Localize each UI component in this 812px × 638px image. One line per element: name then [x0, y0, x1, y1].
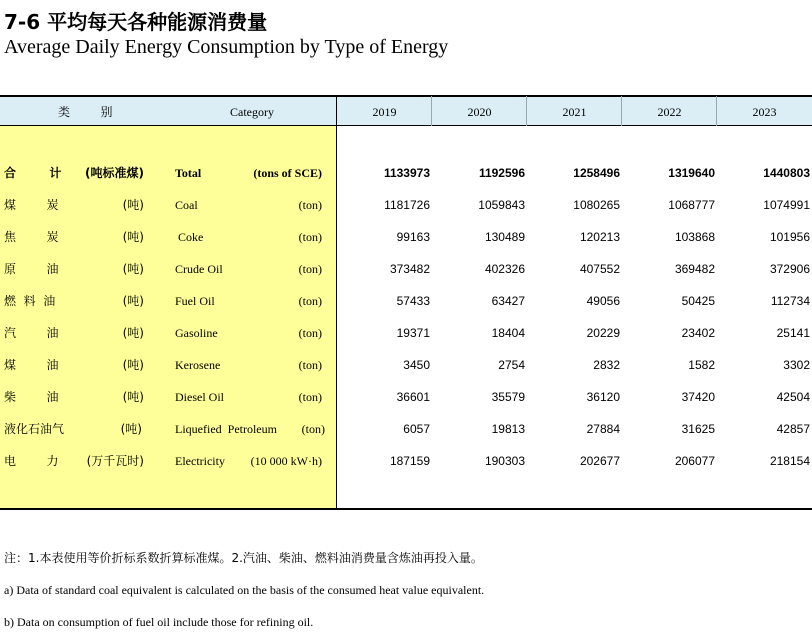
header-year: 2020 — [467, 105, 492, 119]
cell-value: 373482 — [389, 262, 430, 276]
note-a: a) Data of standard coal equivalent is calculated on the basis of the consumed heat value equivalent. — [4, 583, 485, 597]
cell-value: 101956 — [769, 230, 810, 244]
cell-value: 23402 — [681, 326, 715, 340]
row-unit-cn: (吨) — [122, 294, 144, 308]
cell-value: 18404 — [491, 326, 525, 340]
row-label-en: Coal — [175, 198, 198, 212]
page-title-en: Average Daily Energy Consumption by Type of Energy — [4, 36, 449, 58]
cell-value: 2832 — [593, 358, 620, 372]
table-row — [0, 291, 812, 311]
cell-value: 19813 — [491, 422, 525, 436]
table-row — [0, 355, 812, 375]
cell-value: 112734 — [770, 294, 810, 308]
cell-value: 1074991 — [763, 198, 810, 212]
cell-value: 1080265 — [573, 198, 620, 212]
row-label-en: Total — [175, 166, 202, 180]
cell-value: 99163 — [396, 230, 430, 244]
row-unit-en: (ton) — [298, 390, 322, 404]
header-top-rule — [0, 95, 812, 97]
row-label-cn: 液化石油气 — [4, 422, 65, 436]
cell-value: 50425 — [681, 294, 715, 308]
row-unit-en: (tons of SCE) — [253, 166, 322, 180]
cell-value: 27884 — [586, 422, 620, 436]
row-label-cn: 合 计 — [4, 166, 62, 180]
row-unit-cn: (吨) — [120, 422, 142, 436]
cell-value: 1582 — [688, 358, 715, 372]
table-row — [0, 451, 812, 471]
row-unit-cn: (吨) — [122, 390, 144, 404]
row-label-en: Diesel Oil — [175, 390, 224, 404]
cell-value: 49056 — [586, 294, 620, 308]
header-year: 2022 — [657, 105, 682, 119]
row-label-en: Fuel Oil — [175, 294, 215, 308]
cell-value: 190303 — [484, 454, 525, 468]
row-unit-en: (ton) — [298, 326, 322, 340]
cell-value: 372906 — [769, 262, 810, 276]
cell-value: 1133973 — [383, 166, 430, 180]
cell-value: 120213 — [579, 230, 620, 244]
row-unit-en: (ton) — [298, 358, 322, 372]
row-unit-en: (ton) — [298, 262, 322, 276]
cell-value: 2754 — [498, 358, 525, 372]
cell-value: 1440803 — [763, 166, 810, 180]
row-label-cn: 电 力 — [4, 454, 59, 468]
row-label-en: Crude Oil — [175, 262, 223, 276]
row-label-en: Kerosene — [175, 358, 221, 372]
table-row — [0, 259, 812, 279]
row-unit-cn: (吨) — [122, 326, 144, 340]
cell-value: 6057 — [403, 422, 430, 436]
header-band-category — [0, 96, 336, 126]
table-row — [0, 227, 812, 247]
row-unit-cn: (吨) — [122, 230, 144, 244]
row-label-cn: 煤 炭 — [4, 198, 59, 212]
cell-value: 407552 — [579, 262, 620, 276]
cell-value: 1258496 — [573, 166, 620, 180]
header-year: 2021 — [562, 105, 587, 119]
row-unit-cn: (吨) — [122, 262, 144, 276]
row-unit-cn: (吨) — [122, 198, 144, 212]
note-cn: 注：1.本表使用等价折标系数折算标准煤。2.汽油、柴油、燃料油消费量含炼油再投入量。 — [4, 551, 483, 565]
header-year: 2019 — [372, 105, 397, 119]
row-unit-en: (ton) — [298, 294, 322, 308]
header-category-en: Category — [230, 105, 274, 119]
cell-value: 36120 — [586, 390, 620, 404]
row-label-cn: 柴 油 — [4, 390, 59, 404]
table-row — [0, 163, 812, 183]
cell-value: 206077 — [674, 454, 715, 468]
row-unit-cn: (吨标准煤) — [85, 166, 144, 180]
row-unit-cn: (万千瓦时) — [86, 454, 144, 468]
row-label-cn: 汽 油 — [4, 326, 59, 340]
cell-value: 37420 — [681, 390, 715, 404]
row-unit-en: (ton) — [301, 422, 325, 436]
cell-value: 130489 — [484, 230, 525, 244]
row-label-cn: 燃 料 油 — [4, 294, 56, 308]
cell-value: 1192596 — [478, 166, 525, 180]
row-label-en: Liquefied Petroleum — [175, 422, 277, 436]
table-row — [0, 419, 812, 439]
row-label-cn: 焦 炭 — [4, 230, 59, 244]
row-label-en: Coke — [175, 230, 204, 244]
cell-value: 35579 — [491, 390, 525, 404]
cell-value: 187159 — [389, 454, 430, 468]
cell-value: 57433 — [396, 294, 430, 308]
cell-value: 369482 — [674, 262, 715, 276]
cell-value: 36601 — [396, 390, 430, 404]
cell-value: 1059843 — [478, 198, 525, 212]
row-unit-en: (10 000 kW·h) — [250, 454, 322, 468]
cell-value: 1319640 — [668, 166, 715, 180]
cell-value: 20229 — [586, 326, 620, 340]
row-label-en: Electricity — [175, 454, 225, 468]
table-row — [0, 323, 812, 343]
cell-value: 1068777 — [668, 198, 715, 212]
table-row — [0, 195, 812, 215]
header-category-cn: 类 别 — [58, 105, 113, 119]
cell-value: 3302 — [783, 358, 810, 372]
table-bottom-rule — [0, 508, 812, 510]
cell-value: 19371 — [396, 326, 430, 340]
cell-value: 402326 — [484, 262, 525, 276]
cell-value: 25141 — [776, 326, 810, 340]
cell-value: 42857 — [776, 422, 810, 436]
row-unit-cn: (吨) — [122, 358, 144, 372]
note-b: b) Data on consumption of fuel oil include those for refining oil. — [4, 615, 314, 629]
cell-value: 63427 — [491, 294, 525, 308]
header-year: 2023 — [752, 105, 777, 119]
table-row — [0, 387, 812, 407]
cell-value: 103868 — [674, 230, 715, 244]
page-title-cn: 7-6 平均每天各种能源消费量 — [4, 10, 268, 34]
cell-value: 202677 — [579, 454, 620, 468]
row-label-en: Gasoline — [175, 326, 218, 340]
cell-value: 218154 — [769, 454, 810, 468]
row-label-cn: 原 油 — [4, 262, 59, 276]
cell-value: 31625 — [681, 422, 715, 436]
cell-value: 42504 — [776, 390, 810, 404]
row-label-cn: 煤 油 — [4, 358, 59, 372]
cell-value: 1181726 — [384, 198, 430, 212]
row-unit-en: (ton) — [298, 230, 322, 244]
row-unit-en: (ton) — [298, 198, 322, 212]
cell-value: 3450 — [403, 358, 430, 372]
